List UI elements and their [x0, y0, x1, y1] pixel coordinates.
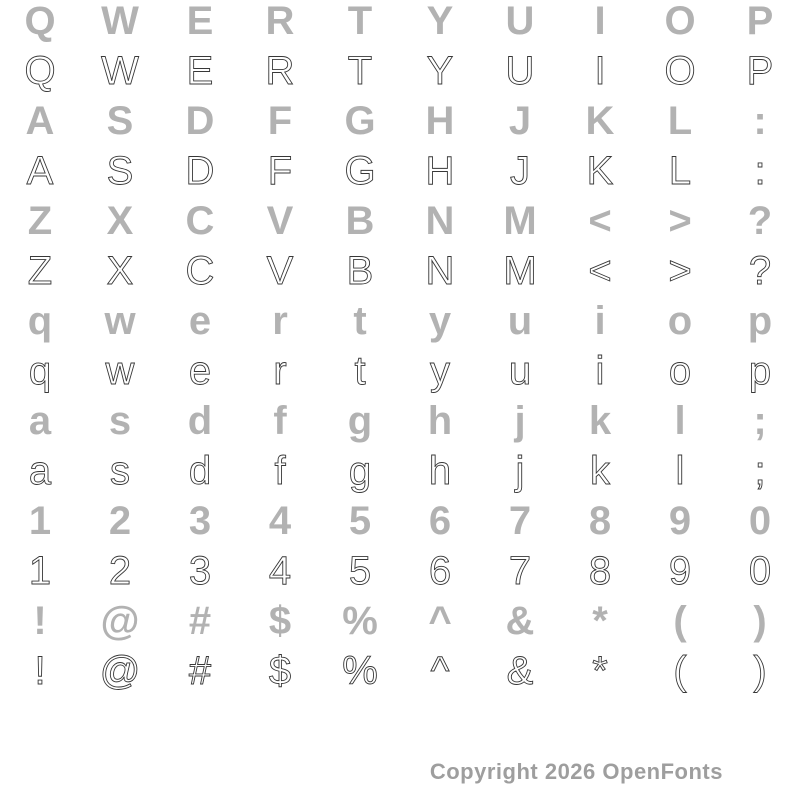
glyph-cell: < [588, 249, 612, 293]
glyph-cell: 3 [188, 549, 212, 593]
glyph-cell: W [101, 49, 139, 93]
glyph-cell: k [590, 449, 610, 493]
glyph-cell: 1 [28, 549, 52, 593]
glyph-cell: Z [27, 249, 53, 293]
glyph-cell: $ [268, 649, 292, 693]
glyph-cell: H [425, 149, 455, 193]
glyph-cell: s [110, 449, 130, 493]
glyph-cell: o [668, 349, 692, 393]
glyph-cell: $ [268, 599, 292, 643]
glyph-cell: u [507, 299, 533, 343]
glyph-cell: 8 [588, 499, 612, 543]
glyph-cell: T [347, 49, 373, 93]
glyph-cell: 5 [348, 549, 372, 593]
glyph-cell: R [265, 0, 295, 43]
glyph-cell: E [186, 49, 214, 93]
specimen-row-12-thin [0, 546, 800, 596]
specimen-row-2-thin [0, 46, 800, 96]
glyph-cell: & [505, 599, 535, 643]
glyph-cell: % [342, 649, 378, 693]
glyph-cell: 9 [668, 499, 692, 543]
specimen-row-8-thin [0, 346, 800, 396]
glyph-cell: a [28, 449, 52, 493]
glyph-cell: g [348, 449, 372, 493]
glyph-cell: 1 [28, 499, 52, 543]
specimen-row-13-gray [0, 596, 800, 646]
glyph-cell: w [104, 299, 136, 343]
glyph-cell: 2 [108, 499, 132, 543]
glyph-cell: 5 [348, 499, 372, 543]
glyph-cell: Q [24, 49, 56, 93]
glyph-cell: ! [34, 649, 46, 693]
glyph-cell: X [106, 249, 134, 293]
glyph-cell: N [425, 199, 455, 243]
glyph-cell: * [592, 649, 608, 693]
glyph-cell: F [267, 149, 293, 193]
glyph-cell: h [427, 399, 453, 443]
glyph-cell: J [510, 149, 530, 193]
glyph-cell: r [273, 349, 287, 393]
glyph-cell: Y [426, 49, 454, 93]
glyph-cell: 2 [108, 549, 132, 593]
glyph-cell: # [188, 599, 212, 643]
glyph-cell: j [515, 449, 525, 493]
glyph-cell: N [425, 249, 455, 293]
glyph-cell: t [354, 349, 366, 393]
glyph-cell: l [674, 399, 686, 443]
glyph-cell: P [746, 0, 774, 43]
glyph-cell: d [187, 399, 213, 443]
glyph-cell: L [668, 149, 692, 193]
glyph-cell: q [27, 299, 53, 343]
glyph-cell: C [185, 199, 215, 243]
glyph-cell: y [428, 299, 452, 343]
glyph-cell: 0 [748, 499, 772, 543]
glyph-cell: 6 [428, 499, 452, 543]
glyph-cell: i [595, 349, 605, 393]
glyph-cell: H [425, 99, 455, 143]
glyph-cell: ) [753, 649, 767, 693]
glyph-cell: q [28, 349, 52, 393]
glyph-cell: ? [747, 199, 773, 243]
glyph-cell: ( [673, 649, 687, 693]
specimen-row-6-thin [0, 246, 800, 296]
glyph-cell: U [505, 0, 535, 43]
specimen-row-10-thin [0, 446, 800, 496]
glyph-cell: A [26, 149, 54, 193]
glyph-cell: & [506, 649, 534, 693]
glyph-cell: Z [27, 199, 53, 243]
glyph-cell: K [585, 99, 615, 143]
specimen-row-7-gray [0, 296, 800, 346]
glyph-cell: V [266, 199, 294, 243]
glyph-cell: t [353, 299, 367, 343]
glyph-cell: @ [100, 599, 140, 643]
glyph-cell: 7 [508, 499, 532, 543]
glyph-cell: a [28, 399, 52, 443]
glyph-cell: e [188, 349, 212, 393]
glyph-cell: w [105, 349, 135, 393]
glyph-cell: M [503, 199, 537, 243]
glyph-cell: f [274, 449, 286, 493]
specimen-row-5-gray [0, 196, 800, 246]
glyph-cell: 7 [508, 549, 532, 593]
glyph-cell: B [345, 199, 375, 243]
glyph-cell: 3 [188, 499, 212, 543]
glyph-cell: ( [673, 599, 687, 643]
glyph-cell: V [266, 249, 294, 293]
glyph-cell: f [273, 399, 287, 443]
glyph-cell: 6 [428, 549, 452, 593]
glyph-cell: O [664, 49, 696, 93]
glyph-cell: r [272, 299, 288, 343]
specimen-row-11-gray [0, 496, 800, 546]
glyph-cell: K [586, 149, 614, 193]
glyph-cell: G [344, 149, 376, 193]
glyph-cell: ; [754, 449, 766, 493]
glyph-cell: < [588, 199, 612, 243]
specimen-row-9-gray [0, 396, 800, 446]
glyph-cell: % [342, 599, 378, 643]
glyph-cell: O [664, 0, 696, 43]
glyph-cell: > [668, 199, 692, 243]
specimen-row-3-gray [0, 96, 800, 146]
glyph-cell: 9 [668, 549, 692, 593]
specimen-row-4-thin [0, 146, 800, 196]
glyph-cell: ! [33, 599, 47, 643]
glyph-cell: R [265, 49, 295, 93]
glyph-cell: B [346, 249, 374, 293]
glyph-cell: @ [99, 649, 141, 693]
glyph-cell: > [668, 249, 692, 293]
glyph-cell: j [514, 399, 526, 443]
glyph-cell: S [106, 149, 134, 193]
glyph-cell: I [594, 0, 606, 43]
glyph-cell: # [188, 649, 212, 693]
glyph-cell: s [108, 399, 132, 443]
glyph-cell: * [592, 599, 608, 643]
glyph-cell: G [344, 99, 376, 143]
glyph-cell: o [667, 299, 693, 343]
glyph-cell: M [503, 249, 537, 293]
glyph-cell: U [505, 49, 535, 93]
glyph-cell: 8 [588, 549, 612, 593]
glyph-cell: J [508, 99, 532, 143]
glyph-cell: p [747, 299, 773, 343]
glyph-cell: D [185, 149, 215, 193]
glyph-cell: ^ [430, 649, 450, 693]
glyph-cell: D [185, 99, 215, 143]
glyph-cell: L [667, 99, 693, 143]
glyph-cell: p [748, 349, 772, 393]
glyph-cell: ? [748, 249, 772, 293]
specimen-row-1-gray [0, 0, 800, 46]
glyph-cell: k [588, 399, 612, 443]
glyph-cell: l [675, 449, 685, 493]
glyph-cell: h [428, 449, 452, 493]
glyph-cell: d [188, 449, 212, 493]
glyph-cell: C [185, 249, 215, 293]
glyph-cell: ) [753, 599, 767, 643]
glyph-cell: P [746, 49, 774, 93]
glyph-cell: y [430, 349, 450, 393]
glyph-cell: S [106, 99, 134, 143]
glyph-cell: Y [426, 0, 454, 43]
glyph-cell: 4 [268, 549, 292, 593]
glyph-cell: A [25, 99, 55, 143]
copyright-footer: Copyright 2026 OpenFonts [429, 759, 723, 784]
glyph-cell: 4 [268, 499, 292, 543]
glyph-cell: I [594, 49, 606, 93]
glyph-cell: W [101, 0, 139, 43]
glyph-cell: F [267, 99, 293, 143]
glyph-cell: g [347, 399, 373, 443]
glyph-cell: : [753, 99, 767, 143]
glyph-cell: : [754, 149, 766, 193]
glyph-cell: i [594, 299, 606, 343]
glyph-cell: E [186, 0, 214, 43]
glyph-cell: T [347, 0, 373, 43]
glyph-cell: Q [24, 0, 56, 43]
glyph-cell: X [106, 199, 134, 243]
glyph-cell: 0 [748, 549, 772, 593]
glyph-cell: e [188, 299, 212, 343]
specimen-row-14-thin [0, 646, 800, 696]
glyph-cell: ; [753, 399, 767, 443]
glyph-cell: ^ [428, 599, 452, 643]
glyph-cell: u [508, 349, 532, 393]
